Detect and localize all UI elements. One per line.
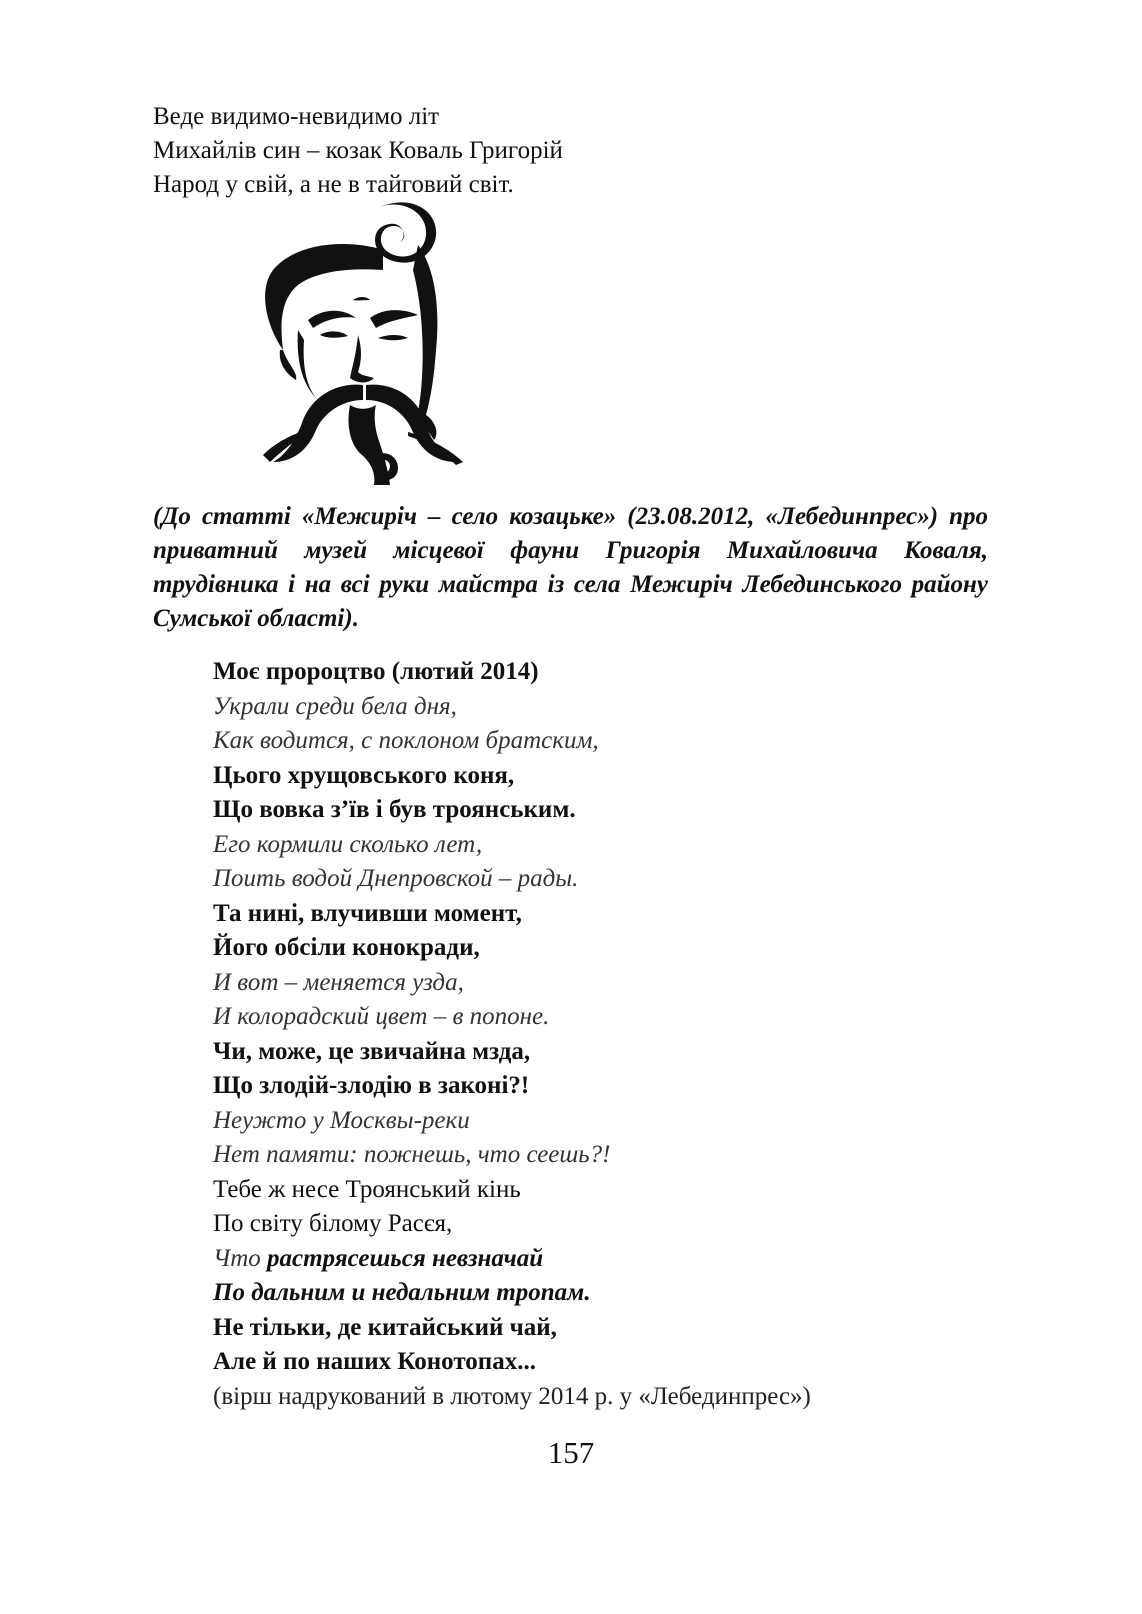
poem-line: Как водится, с поклоном братским, <box>213 727 599 754</box>
poem-line: Його обсіли конокради, <box>213 934 480 961</box>
poem-line: Цього хрущовського коня, <box>213 761 515 789</box>
poem-line: Що вовка з’їв і був троянським. <box>213 796 576 823</box>
poem-line: Чи, може, це звичайна мзда, <box>213 1037 531 1065</box>
publication-note: (вірш надрукований в лютому 2014 р. у «Лебединпрес») <box>213 1382 811 1410</box>
cossack-portrait-icon <box>258 200 470 485</box>
page-number: 157 <box>547 1435 595 1470</box>
poem-line: Украли среди бела дня, <box>213 692 457 720</box>
poem-line: И колорадский цвет – в попоне. <box>213 1003 550 1030</box>
poem-line-prefix: Что <box>213 1244 268 1272</box>
poem <box>213 655 811 1414</box>
poem-line: Тебе ж несе Троянський кінь <box>213 1175 521 1203</box>
poem-title: Моє пророцтво (лютий 2014) <box>213 658 539 685</box>
poem-line: Не тільки, де китайський чай, <box>213 1313 557 1341</box>
poem-line: Нет памяти: пожнешь, что сеешь?! <box>213 1141 611 1168</box>
poem-line: По світу білому Расєя, <box>213 1210 453 1237</box>
intro-line: Веде видимо-невидимо літ <box>153 103 440 130</box>
poem-line: И вот – меняется узда, <box>213 968 464 996</box>
intro-verse <box>153 100 563 202</box>
poem-line: Але й по наших Конотопах... <box>213 1348 536 1375</box>
intro-line: Михайлів син – козак Коваль Григорій <box>153 137 563 164</box>
intro-line: Народ у свій, а не в тайговий світ. <box>153 171 514 198</box>
poem-line: Поить водой Днепровской – рады. <box>213 865 579 892</box>
poem-line: Що злодій-злодію в законі?! <box>213 1072 530 1099</box>
poem-line: По дальним и недальним тропам. <box>213 1279 591 1306</box>
poem-line: Его кормили сколько лет, <box>213 830 483 858</box>
poem-line-emphasis: растрясешься невзначай <box>267 1244 544 1272</box>
poem-line: Та нині, влучивши момент, <box>213 899 522 927</box>
poem-line <box>213 1242 811 1277</box>
poem-line: Неужто у Москвы-реки <box>213 1106 470 1134</box>
illustration-caption: (До статті «Межиріч – село козацьке» (23.08.2012, «Лебединпрес») про приватний музей місцевої фауни Григорія Михайловича Коваля, трудівника і на всі руки майстра із села Межиріч Лебединського району Сумської області). <box>153 503 988 632</box>
